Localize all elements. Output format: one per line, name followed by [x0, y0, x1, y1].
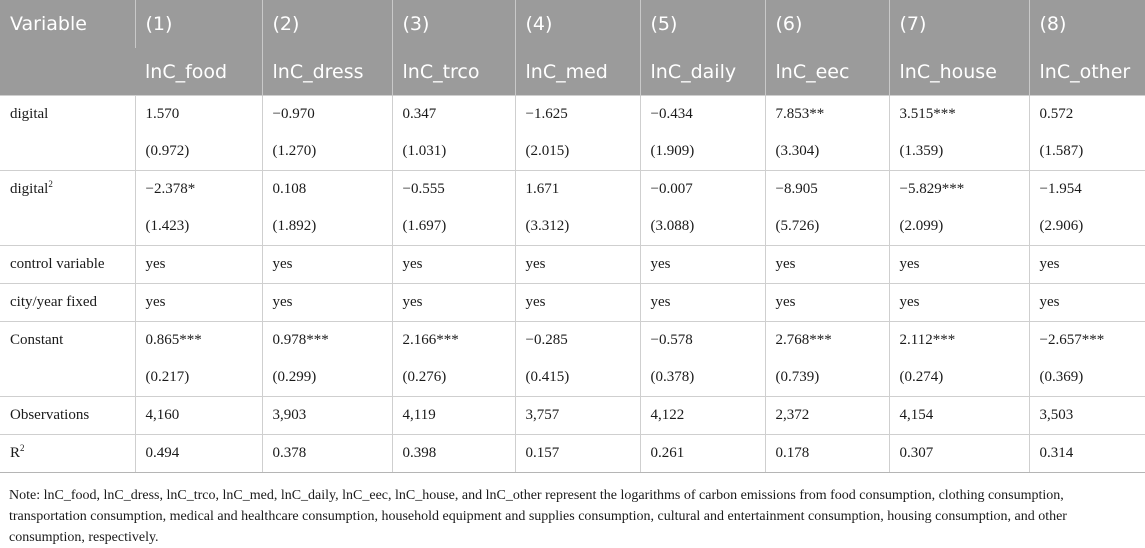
value-cell: yes [135, 246, 262, 284]
value-cell: 0.261 [640, 435, 765, 473]
value-cell: yes [1029, 284, 1145, 322]
value-cell: yes [640, 284, 765, 322]
header-dependent-variable: lnC_house [889, 48, 1029, 96]
se-cell: (0.378) [640, 359, 765, 397]
coef-cell: −0.970 [262, 96, 392, 134]
value-cell: 0.307 [889, 435, 1029, 473]
header-number: (2) [262, 0, 392, 48]
table-row-r2 [0, 435, 1145, 473]
value-cell: 0.398 [392, 435, 515, 473]
value-cell: 4,119 [392, 397, 515, 435]
coef-cell: 0.347 [392, 96, 515, 134]
header-row-names [0, 48, 1145, 96]
coef-cell: 7.853** [765, 96, 889, 134]
se-cell: (1.587) [1029, 133, 1145, 171]
table-row-constant-se [0, 359, 1145, 397]
se-cell: (3.304) [765, 133, 889, 171]
table-note: Note: lnC_food, lnC_dress, lnC_trco, lnC_med, lnC_daily, lnC_eec, lnC_house, and lnC_other represent the logarithms of carbon emissions from food consumption, clothing consumption, transportation consumption, medical and healthcare consumption, household equipment and supplies consumption, cultural and entertainment consumption, housing consumption, and other consumption, respectively. [9, 488, 1067, 545]
se-cell: (0.739) [765, 359, 889, 397]
value-cell: 3,903 [262, 397, 392, 435]
coef-cell: −1.625 [515, 96, 640, 134]
value-cell: yes [640, 246, 765, 284]
header-dependent-variable: lnC_trco [392, 48, 515, 96]
coef-cell: 0.978*** [262, 322, 392, 360]
coef-cell: 1.671 [515, 171, 640, 209]
se-cell: (0.972) [135, 133, 262, 171]
header-number: (1) [135, 0, 262, 48]
table-row-constant-coef [0, 322, 1145, 360]
value-cell: yes [889, 284, 1029, 322]
coef-cell: −8.905 [765, 171, 889, 209]
header-number: (7) [889, 0, 1029, 48]
se-cell: (1.909) [640, 133, 765, 171]
coef-cell: −0.434 [640, 96, 765, 134]
value-cell: yes [515, 246, 640, 284]
value-cell: yes [262, 246, 392, 284]
table-row-fixed [0, 284, 1145, 322]
row-label-control: control variable [0, 246, 135, 284]
value-cell: 4,122 [640, 397, 765, 435]
se-cell: (2.906) [1029, 208, 1145, 246]
se-cell: (0.276) [392, 359, 515, 397]
value-cell: 3,503 [1029, 397, 1145, 435]
se-cell: (1.031) [392, 133, 515, 171]
coef-cell: −0.555 [392, 171, 515, 209]
header-row-numbers [0, 0, 1145, 48]
value-cell: yes [392, 284, 515, 322]
coef-cell: 2.166*** [392, 322, 515, 360]
coef-cell: −0.285 [515, 322, 640, 360]
value-cell: 0.314 [1029, 435, 1145, 473]
row-label-text: digital [10, 181, 49, 197]
header-dependent-variable: lnC_daily [640, 48, 765, 96]
table-row-digital-coef [0, 96, 1145, 134]
table-body [0, 96, 1145, 473]
row-label-digital: digital [0, 96, 135, 171]
header-dependent-variable: lnC_dress [262, 48, 392, 96]
value-cell: 0.494 [135, 435, 262, 473]
value-cell: yes [262, 284, 392, 322]
coef-cell: −0.007 [640, 171, 765, 209]
header-number: (8) [1029, 0, 1145, 48]
table-row-digital2-coef [0, 171, 1145, 209]
value-cell: 2,372 [765, 397, 889, 435]
coef-cell: 3.515*** [889, 96, 1029, 134]
value-cell: yes [515, 284, 640, 322]
se-cell: (0.274) [889, 359, 1029, 397]
row-label-fixed: city/year fixed [0, 284, 135, 322]
header-dependent-variable: lnC_med [515, 48, 640, 96]
se-cell: (0.369) [1029, 359, 1145, 397]
value-cell: yes [765, 284, 889, 322]
header-number: (6) [765, 0, 889, 48]
row-label-r-squared [0, 435, 135, 473]
coef-cell: 1.570 [135, 96, 262, 134]
table-row-digital-se [0, 133, 1145, 171]
header-dependent-variable: lnC_food [135, 48, 262, 96]
coef-cell: −2.378* [135, 171, 262, 209]
coef-cell: −5.829*** [889, 171, 1029, 209]
superscript-two: 2 [48, 179, 53, 189]
se-cell: (1.892) [262, 208, 392, 246]
se-cell: (3.088) [640, 208, 765, 246]
coef-cell: 0.572 [1029, 96, 1145, 134]
row-label-constant: Constant [0, 322, 135, 397]
coef-cell: 2.112*** [889, 322, 1029, 360]
coef-cell: 0.108 [262, 171, 392, 209]
superscript-two: 2 [20, 443, 25, 453]
se-cell: (3.312) [515, 208, 640, 246]
table-header [0, 0, 1145, 96]
row-label-observations: Observations [0, 397, 135, 435]
se-cell: (1.423) [135, 208, 262, 246]
header-variable: Variable [0, 0, 135, 96]
table-row-observations [0, 397, 1145, 435]
se-cell: (1.270) [262, 133, 392, 171]
se-cell: (0.299) [262, 359, 392, 397]
value-cell: yes [889, 246, 1029, 284]
se-cell: (2.015) [515, 133, 640, 171]
table-row-digital2-se [0, 208, 1145, 246]
value-cell: 0.157 [515, 435, 640, 473]
value-cell: yes [1029, 246, 1145, 284]
value-cell: yes [135, 284, 262, 322]
value-cell: 0.378 [262, 435, 392, 473]
value-cell: 0.178 [765, 435, 889, 473]
coef-cell: 2.768*** [765, 322, 889, 360]
value-cell: 3,757 [515, 397, 640, 435]
coef-cell: 0.865*** [135, 322, 262, 360]
coef-cell: −0.578 [640, 322, 765, 360]
value-cell: 4,160 [135, 397, 262, 435]
se-cell: (0.415) [515, 359, 640, 397]
header-number: (4) [515, 0, 640, 48]
header-dependent-variable: lnC_eec [765, 48, 889, 96]
value-cell: yes [392, 246, 515, 284]
header-dependent-variable: lnC_other [1029, 48, 1145, 96]
se-cell: (0.217) [135, 359, 262, 397]
value-cell: 4,154 [889, 397, 1029, 435]
row-label-text: R [10, 445, 21, 461]
se-cell: (5.726) [765, 208, 889, 246]
value-cell: yes [765, 246, 889, 284]
row-label-digital-squared [0, 171, 135, 246]
header-number: (3) [392, 0, 515, 48]
se-cell: (1.697) [392, 208, 515, 246]
coef-cell: −2.657*** [1029, 322, 1145, 360]
se-cell: (2.099) [889, 208, 1029, 246]
header-number: (5) [640, 0, 765, 48]
coef-cell: −1.954 [1029, 171, 1145, 209]
table-row-control [0, 246, 1145, 284]
se-cell: (1.359) [889, 133, 1029, 171]
